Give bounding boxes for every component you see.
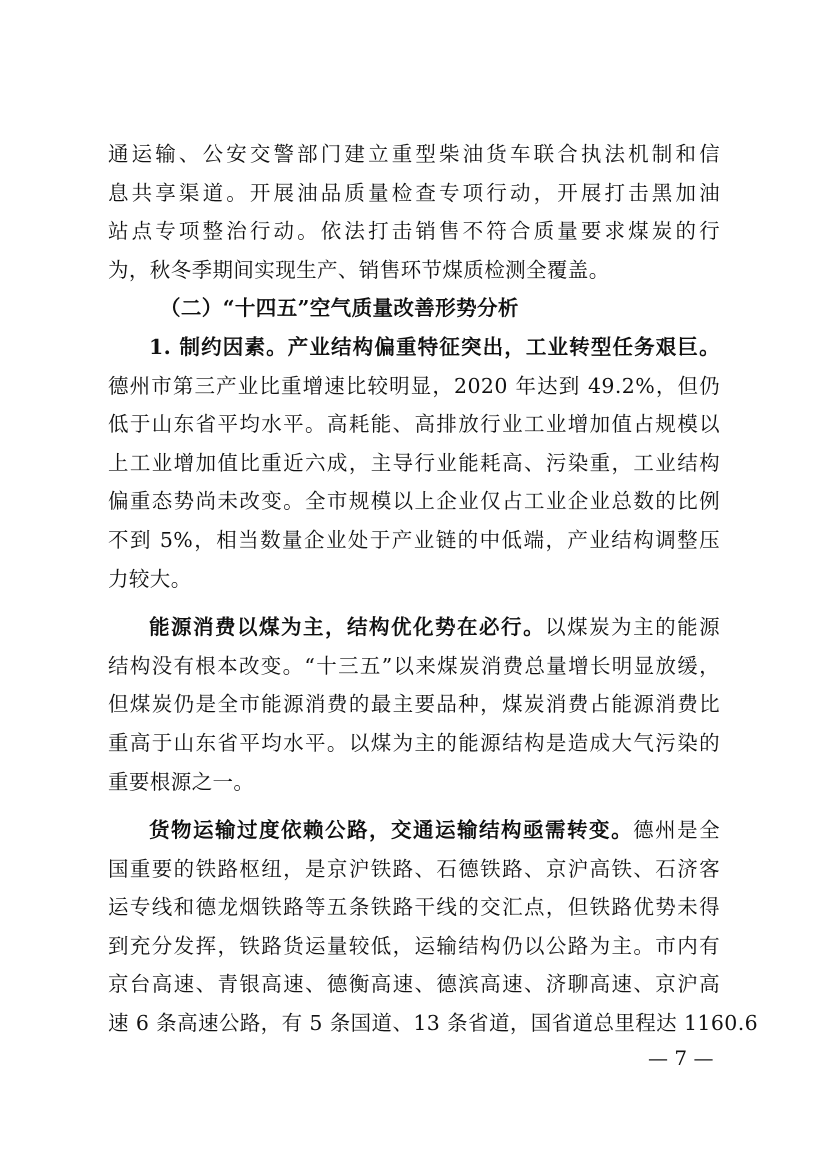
text-line: 到充分发挥，铁路货运量较低，运输结构仍以公路为主。市内有 — [108, 933, 720, 958]
section-heading: （二）“十四五”空气质量改善形势分析 — [160, 296, 519, 321]
paragraph-transport — [108, 811, 759, 1043]
text-line: 不到 5%，相当数量企业处于产业链的中低端，产业结构调整压 — [108, 527, 720, 552]
paragraph-lead: 能源消费以煤为主，结构优化势在必行。 — [149, 615, 546, 640]
text-line: 为，秋冬季期间实现生产、销售环节煤质检测全覆盖。 — [108, 257, 610, 282]
text-line: 速 6 条高速公路，有 5 条国道、13 条省道，国省道总里程达 1160.6 — [108, 1011, 759, 1036]
text-line — [108, 608, 720, 647]
paragraph-energy — [108, 608, 720, 801]
paragraph-gap — [108, 598, 720, 608]
text-line: 德州市第三产业比重增速比较明显，2020 年达到 49.2%，但仍 — [108, 373, 720, 398]
text-line: 运专线和德龙烟铁路等五条铁路干线的交汇点，但铁路优势未得 — [108, 895, 720, 920]
text-line: 重高于山东省平均水平。以煤为主的能源结构是造成大气污染的 — [108, 730, 720, 755]
text-line: 重要根源之一。 — [108, 769, 255, 794]
text-line: 但煤炭仍是全市能源消费的最主要品种，煤炭消费占能源消费比 — [108, 692, 720, 717]
paragraph-constraints — [108, 328, 720, 598]
text-fragment: 德州是全 — [633, 818, 720, 843]
paragraph-gap — [108, 801, 720, 811]
text-line: 息共享渠道。开展油品质量检查专项行动，开展打击黑加油 — [108, 180, 720, 205]
paragraph-lead: 1. 制约因素。产业结构偏重特征突出，工业转型任务艰巨。 — [149, 334, 720, 359]
text-line: 力较大。 — [108, 566, 192, 591]
text-line: 站点专项整治行动。依法打击销售不符合质量要求煤炭的行 — [108, 219, 720, 244]
paragraph-enforcement — [108, 135, 720, 289]
document-body — [108, 135, 759, 1043]
text-line: 结构没有根本改变。“十三五”以来煤炭消费总量增长明显放缓， — [108, 653, 720, 678]
page-number: — 7 — — [648, 1046, 714, 1070]
text-fragment: 以煤炭为主的能源 — [545, 615, 721, 640]
text-line: 上工业增加值比重近六成，主导行业能耗高、污染重，工业结构 — [108, 450, 720, 475]
text-line: 京台高速、青银高速、德衡高速、德滨高速、济聊高速、京沪高 — [108, 972, 720, 997]
text-line: 国重要的铁路枢纽，是京沪铁路、石德铁路、京沪高铁、石济客 — [108, 856, 720, 881]
text-line — [108, 811, 720, 850]
text-line: 低于山东省平均水平。高耗能、高排放行业工业增加值占规模以 — [108, 412, 720, 437]
paragraph-lead: 货物运输过度依赖公路，交通运输结构亟需转变。 — [149, 818, 634, 843]
text-line: 偏重态势尚未改变。全市规模以上企业仅占工业企业总数的比例 — [108, 489, 720, 514]
text-line: 通运输、公安交警部门建立重型柴油货车联合执法机制和信 — [108, 142, 720, 166]
